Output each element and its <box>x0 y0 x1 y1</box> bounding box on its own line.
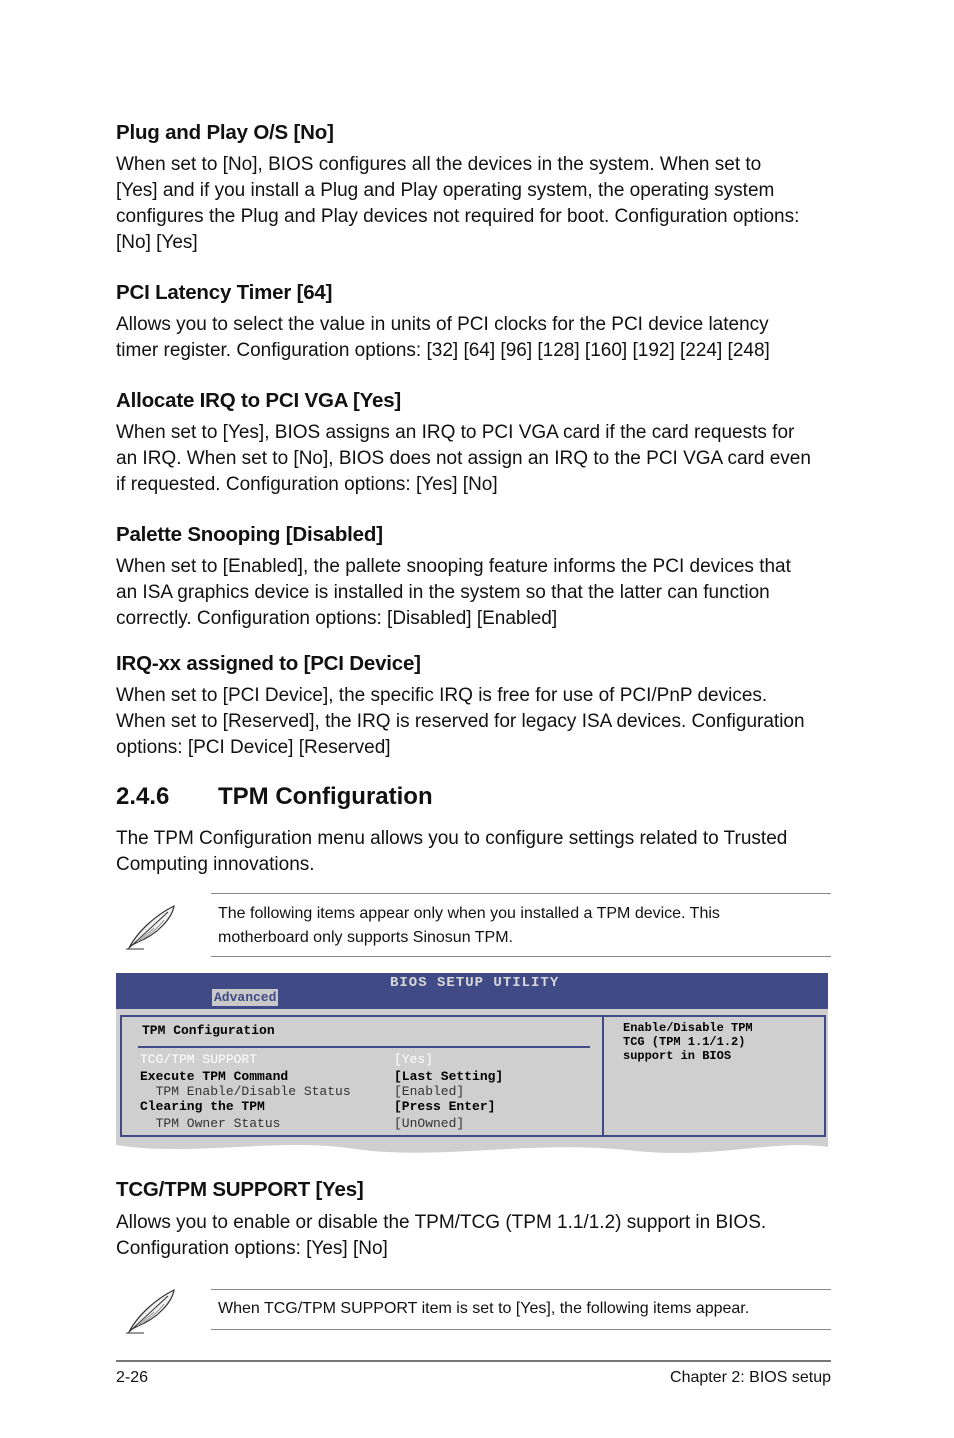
paragraph-line: [No] [Yes] <box>116 232 198 253</box>
bios-row-execute-value[interactable]: [Last Setting] <box>394 1069 504 1084</box>
paragraph-line: When set to [Yes], BIOS assigns an IRQ to PCI VGA card if the card requests for <box>116 422 795 443</box>
note-top-rule <box>211 893 831 894</box>
paragraph-line: When set to [PCI Device], the specific IRQ is free for use of PCI/PnP devices. <box>116 685 768 706</box>
section-heading: IRQ-xx assigned to [PCI Device] <box>116 652 421 675</box>
bios-row-execute-label[interactable]: Execute TPM Command <box>140 1069 289 1084</box>
feather-pen-icon <box>124 1286 180 1336</box>
paragraph-line: [Yes] and if you install a Plug and Play operating system, the operating system <box>116 180 775 201</box>
footer-rule <box>116 1360 831 1362</box>
paragraph-line: if requested. Configuration options: [Yes] [No] <box>116 474 498 495</box>
bios-help-line: Enable/Disable TPM <box>623 1021 753 1035</box>
bios-row-enable-status-label: TPM Enable/Disable Status <box>140 1084 351 1099</box>
note-top-rule <box>211 1289 831 1290</box>
section-heading: TCG/TPM SUPPORT [Yes] <box>116 1178 364 1201</box>
bios-divider <box>138 1046 590 1048</box>
bios-row-owner-status-label: TPM Owner Status <box>140 1116 281 1131</box>
paragraph-line: correctly. Configuration options: [Disabled] [Enabled] <box>116 608 558 629</box>
section-pci-latency <box>116 281 836 364</box>
bios-row-owner-status-value: [UnOwned] <box>394 1116 465 1131</box>
paragraph-line: Computing innovations. <box>116 854 315 875</box>
bios-row-clearing-label[interactable]: Clearing the TPM <box>140 1099 265 1114</box>
paragraph-line: an IRQ. When set to [No], BIOS does not assign an IRQ to the PCI VGA card even <box>116 448 811 469</box>
paragraph-line: When set to [Enabled], the pallete snooping feature informs the PCI devices that <box>116 556 791 577</box>
bios-help-line: support in BIOS <box>623 1049 732 1063</box>
paragraph-line: Allows you to enable or disable the TPM/TCG (TPM 1.1/1.2) support in BIOS. <box>116 1212 767 1233</box>
section-title: TPM Configuration <box>218 783 433 810</box>
note-line: motherboard only supports Sinosun TPM. <box>218 929 513 946</box>
paragraph-line: When set to [Reserved], the IRQ is reserved for legacy ISA devices. Configuration <box>116 711 805 732</box>
paragraph-line: timer register. Configuration options: [32] [64] [96] [128] [160] [192] [224] [248] <box>116 340 770 361</box>
feather-pen-icon <box>124 902 180 952</box>
section-irq-assigned <box>116 652 836 761</box>
section-heading: Allocate IRQ to PCI VGA [Yes] <box>116 389 402 412</box>
page-number: 2-26 <box>116 1369 149 1386</box>
bios-panel-title: TPM Configuration <box>142 1023 275 1038</box>
paragraph-line: an ISA graphics device is installed in the system so that the latter can function <box>116 582 770 603</box>
note-bottom-rule <box>211 956 831 957</box>
paragraph-line: Configuration options: [Yes] [No] <box>116 1238 388 1259</box>
section-number: 2.4.6 <box>116 783 170 810</box>
paragraph-line: When set to [No], BIOS configures all the devices in the system. When set to <box>116 154 762 175</box>
section-palette-snooping <box>116 523 836 632</box>
section-allocate-irq <box>116 389 836 498</box>
section-heading: Palette Snooping [Disabled] <box>116 523 383 546</box>
section-heading: Plug and Play O/S [No] <box>116 121 334 144</box>
paragraph-line: configures the Plug and Play devices not required for boot. Configuration options: <box>116 206 800 227</box>
note-text: When TCG/TPM SUPPORT item is set to [Yes], the following items appear. <box>218 1300 750 1317</box>
bios-main-panel <box>120 1015 604 1137</box>
bios-row-clearing-value[interactable]: [Press Enter] <box>394 1099 496 1114</box>
bios-help-line: TCG (TPM 1.1/1.2) <box>623 1035 746 1049</box>
bios-row-enable-status-value: [Enabled] <box>394 1084 465 1099</box>
paragraph-line: Allows you to select the value in units of PCI clocks for the PCI device latency <box>116 314 769 335</box>
section-heading-246 <box>116 783 433 811</box>
chapter-label: Chapter 2: BIOS setup <box>670 1369 831 1386</box>
torn-edge <box>116 1135 828 1163</box>
section-tcg-support <box>116 1178 836 1262</box>
note-bottom-rule <box>211 1329 831 1330</box>
paragraph-line: The TPM Configuration menu allows you to configure settings related to Trusted <box>116 828 788 849</box>
section-plug-and-play <box>116 121 836 256</box>
bios-row-tcg-support-value[interactable]: [Yes] <box>394 1052 434 1067</box>
note-line: The following items appear only when you installed a TPM device. This <box>218 905 720 922</box>
bios-help-panel <box>602 1015 826 1137</box>
section-heading: PCI Latency Timer [64] <box>116 281 333 304</box>
bios-title: BIOS SETUP UTILITY <box>390 975 560 991</box>
bios-tab-advanced[interactable]: Advanced <box>214 990 277 1005</box>
section-intro <box>116 826 836 878</box>
bios-screenshot <box>116 973 828 1163</box>
note-text <box>218 902 830 950</box>
bios-row-tcg-support-label[interactable]: TCG/TPM SUPPORT <box>140 1052 258 1067</box>
paragraph-line: options: [PCI Device] [Reserved] <box>116 737 391 758</box>
